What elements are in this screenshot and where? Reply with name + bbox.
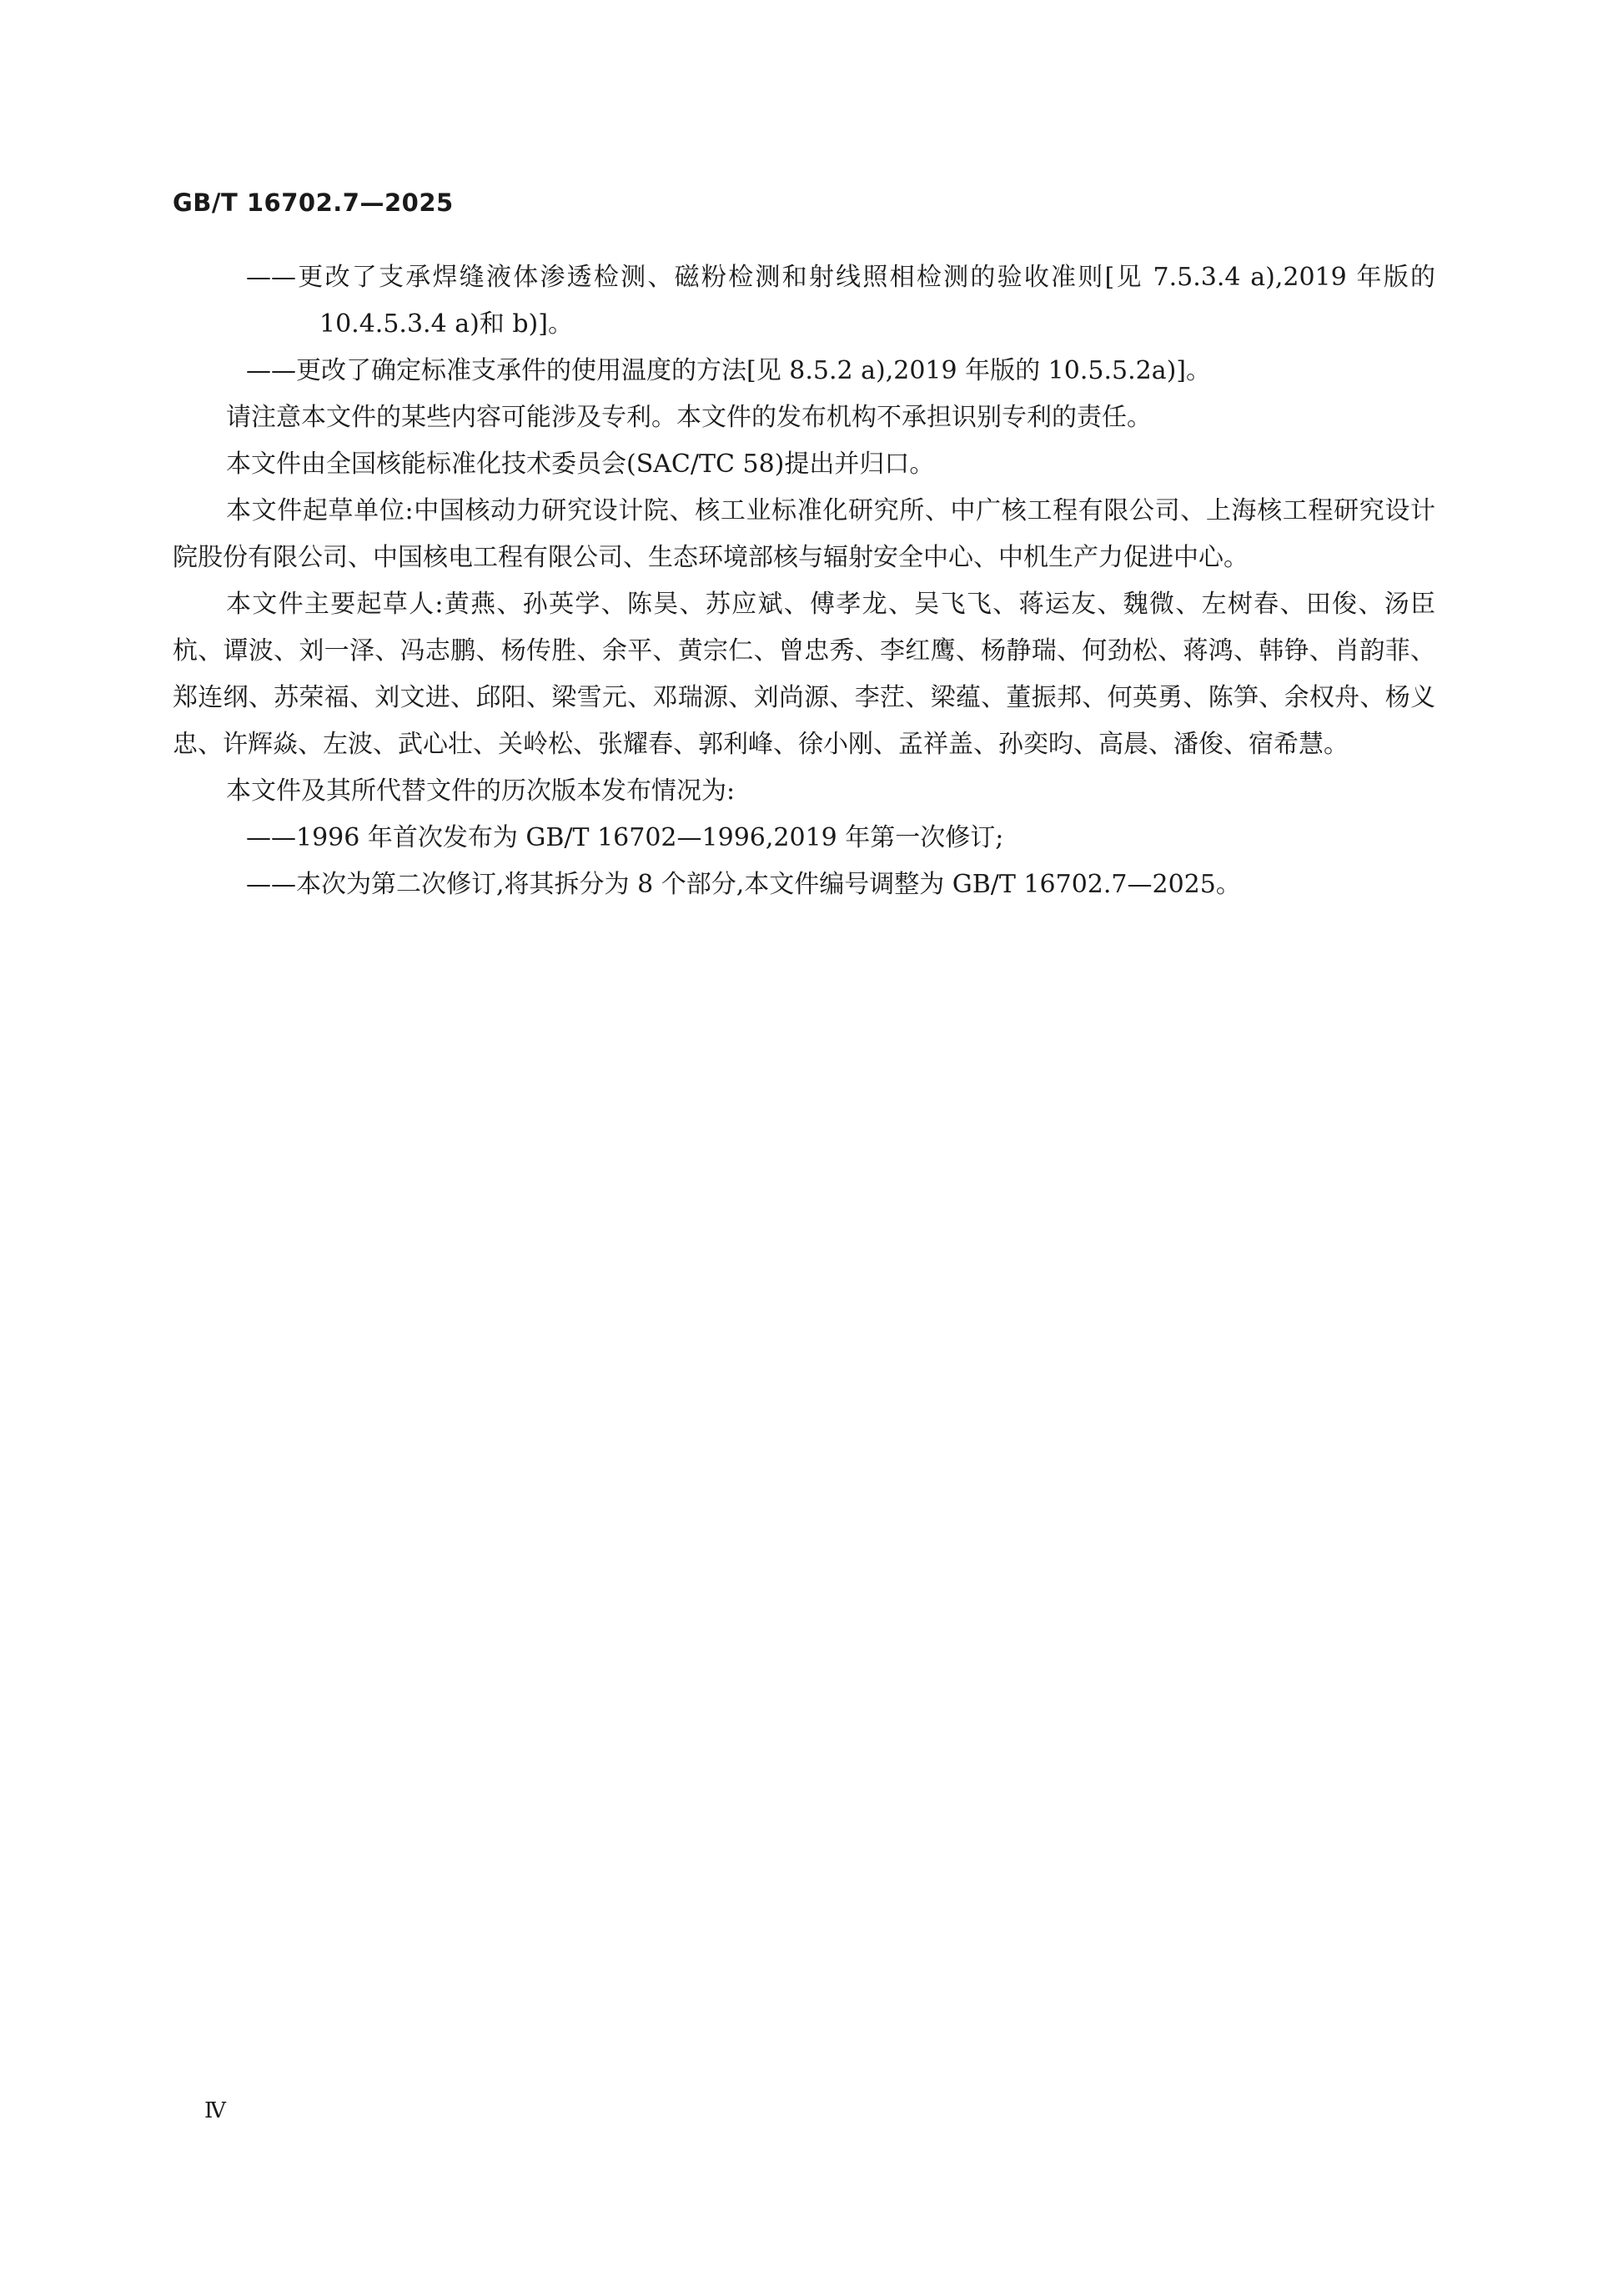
document-body — [173, 254, 1435, 908]
page-number: Ⅳ — [204, 2098, 226, 2123]
drafting-units: 本文件起草单位:中国核动力研究设计院、核工业标准化研究所、中广核工程有限公司、上海核工程研究设计院股份有限公司、中国核电工程有限公司、生态环境部核与辐射安全中心、中机生产力促进中心。 — [173, 496, 1435, 572]
history-item-line — [246, 815, 1435, 862]
change-item — [173, 254, 1435, 348]
drafters-list: 本文件主要起草人:黄燕、孙英学、陈昊、苏应斌、傅孝龙、吴飞飞、蒋运友、魏微、左树春、田俊、汤臣杭、谭波、刘一泽、冯志鹏、杨传胜、余平、黄宗仁、曾忠秀、李红鹰、杨静瑞、何劲松、蒋鸿、韩铮、肖韵菲、郑连纲、苏荣福、刘文进、邱阳、梁雪元、邓瑞源、刘尚源、李茳、梁蕴、董振邦、何英勇、陈笋、余权舟、杨义忠、许辉焱、左波、武心壮、关岭松、张耀春、郭利峰、徐小刚、孟祥盖、孙奕昀、高晨、潘俊、宿希慧。 — [173, 590, 1435, 759]
proposer-statement: 本文件由全国核能标准化技术委员会(SAC/TC 58)提出并归口。 — [226, 450, 935, 479]
dash-marker: —— — [246, 356, 296, 385]
patent-notice: 请注意本文件的某些内容可能涉及专利。本文件的发布机构不承担识别专利的责任。 — [226, 403, 1152, 432]
dash-marker: —— — [246, 870, 296, 899]
dash-marker: —— — [246, 823, 296, 852]
history-item-line — [246, 862, 1435, 908]
document-code-header: GB/T 16702.7—2025 — [173, 188, 454, 217]
history-intro: 本文件及其所代替文件的历次版本发布情况为: — [226, 776, 736, 806]
change-item-line — [246, 254, 1435, 348]
change-item — [173, 348, 1435, 394]
dash-marker: —— — [246, 263, 296, 292]
change-item-text: 更改了支承焊缝液体渗透检测、磁粉检测和射线照相检测的验收准则[见 7.5.3.4 a),2019 年版的 10.4.5.3.4 a)和 b)]。 — [296, 263, 1435, 339]
change-item-line — [246, 348, 1435, 394]
history-item — [173, 862, 1435, 908]
change-item-text: 更改了确定标准支承件的使用温度的方法[见 8.5.2 a),2019 年版的 10.5.5.2a)]。 — [296, 356, 1211, 385]
history-item — [173, 815, 1435, 862]
history-item-text: 1996 年首次发布为 GB/T 16702—1996,2019 年第一次修订; — [296, 823, 1004, 852]
history-item-text: 本次为第二次修订,将其拆分为 8 个部分,本文件编号调整为 GB/T 16702.7—2025。 — [296, 870, 1241, 899]
